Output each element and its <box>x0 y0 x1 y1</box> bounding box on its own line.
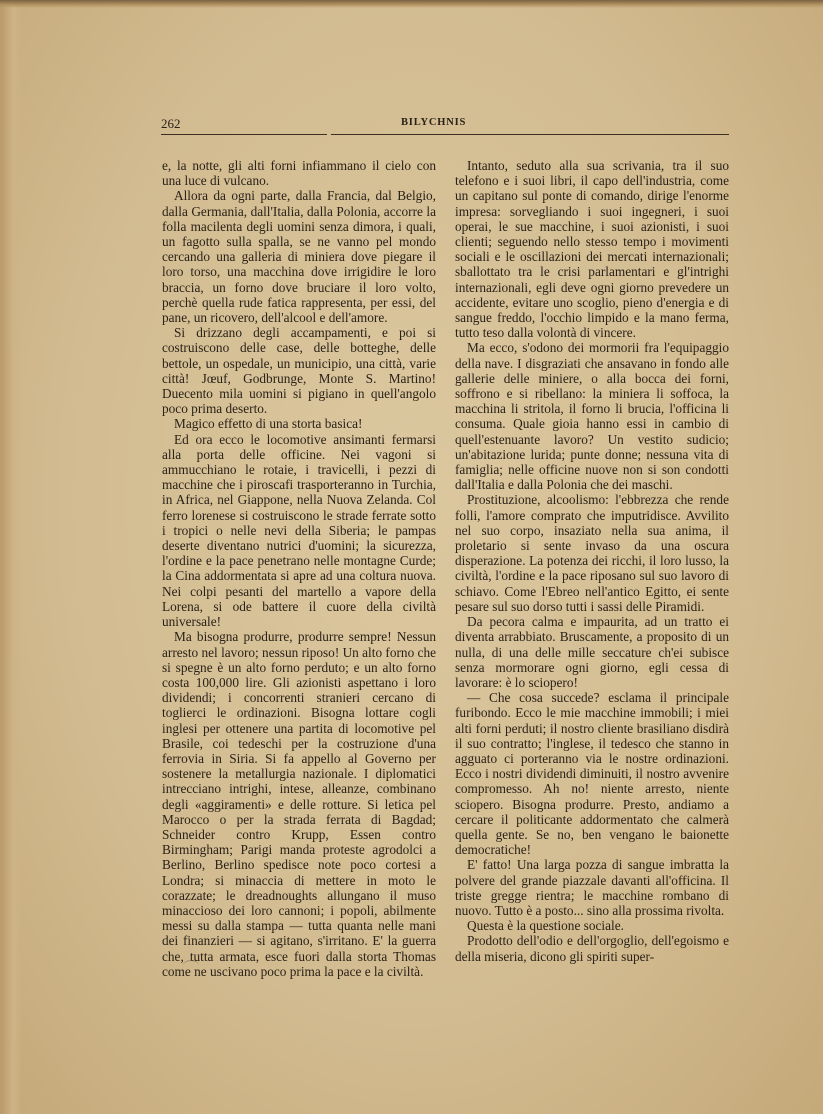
paragraph: Prodotto dell'odio e dell'orgoglio, dell'egoismo e della miseria, dicono gli spiriti super- <box>455 933 729 964</box>
page-number: 262 <box>161 116 181 131</box>
header-rule-right <box>331 134 729 135</box>
paragraph: Intanto, seduto alla sua scrivania, tra il suo telefono e i suoi libri, il capo dell'industria, come un capitano sul ponte di comando, dirige l'enorme impresa: sorvegliando i suoi ingegneri, i suoi operai, le sue macchine, i suoi azionisti, i suoi clienti; seguendo nello stesso tempo i movimenti sociali e le oscillazioni dei mercati internazionali; sballottato tra le crisi parlamentari e gl'intrighi internazionali, egli deve ogni giorno prevedere un accidente, evitare uno scoglio, pieno d'energia e di sangue freddo, l'occhio limpido e la mano ferma, tutto teso dalla volontà di vincere. <box>455 158 729 341</box>
paragraph: Questa è la questione sociale. <box>467 918 624 934</box>
right-text-column <box>455 158 729 964</box>
paragraph: Allora da ogni parte, dalla Francia, dal Belgio, dalla Germania, dall'Italia, dalla Polonia, accorre la folla macilenta degli uomini senza dimora, i quali, un fagotto sulla spalla, se ne vanno pel mondo cercando una galleria di miniera dove piegare il loro torso, una macchina dove irrigidire le loro braccia, un forno dove bruciare il loro volto, perchè quella rude fatica rappresenta, per essi, del pane, un ricovero, dell'alcool e dell'amore. <box>162 188 436 326</box>
paper-smudge <box>183 960 199 971</box>
paragraph: Magico effetto di una storta basica! <box>174 416 363 432</box>
paragraph: e, la notte, gli alti forni infiammano il cielo con una luce di vulcano. <box>162 158 436 189</box>
paragraph: Ed ora ecco le locomotive ansimanti fermarsi alla porta delle officine. Nei vagoni si ammucchiano le rotaie, i travicelli, i pezzi di macchine che i piroscafi trasporteranno in Turchia, in Africa, nel Giappone, nella Nuova Zelanda. Col ferro lorenese si costruiscono le strade ferrate sotto i tropici o nelle nevi della Siberia; le pampas deserte diventano nutrici d'uomini; la sicurezza, l'ordine e la pace penetrano nelle montagne Curde; la Cina addormentata si apre ad una coltura nuova. Nei colpi pesanti del martello a vapore della Lorena, si ode battere il cuore della civiltà universale! <box>162 431 436 630</box>
header-rule-left <box>161 134 327 135</box>
page-top-edge <box>0 0 823 8</box>
paragraph: E' fatto! Una larga pozza di sangue imbratta la polvere del grande piazzale davanti all'officina. Il triste gregge rientra; le macchine rombano di nuovo. Tutto è a posto... sino alla prossima rivolta. <box>455 857 729 918</box>
page-header <box>161 116 729 136</box>
paragraph: — Che cosa succede? esclama il principale furibondo. Ecco le mie macchine immobili; i miei alti forni perduti; il nostro cliente brasiliano disdirà il suo contratto; l'inglese, il tedesco che stanno in agguato ci porteranno via le nostre ordinazioni. Ecco i nostri dividendi diminuiti, il nostro avvenire compromesso. Ah no! niente arresto, niente sciopero. Bisogna produrre. Presto, andiamo a cercare il politicante addormentato che calmerà quella gente. Se no, ben vengano le baionette democratiche! <box>455 690 729 858</box>
page-left-edge <box>0 0 22 1114</box>
paragraph: Da pecora calma e impaurita, ad un tratto ei diventa arrabbiato. Bruscamente, a proposito di un nulla, di una delle mille seccature ch'ei subisce senza mormorare ogni giorno, egli cessa di lavorare: è lo sciopero! <box>455 614 729 690</box>
paragraph: Ma ecco, s'odono dei mormorii fra l'equipaggio della nave. I disgraziati che ansavano in fondo alle gallerie delle miniere, o alla bocca dei forni, soffrono e si ribellano: la miniera li soffoca, la macchina li stritola, il forno li brucia, l'officina li consuma. Quale gioia hanno essi in cambio di quell'estenuante lavoro? Un vestito sudicio; un'abitazione lurida; punte donne; nessuna vita di famiglia; nelle officine nuove non si son condotti dall'Italia e dalla Polonia che dei maschi. <box>455 340 729 493</box>
paragraph: Prostituzione, alcoolismo: l'ebbrezza che rende folli, l'amore comprato che imputridisce. Avvilito nel suo corpo, insaziato nella sua anima, il proletario si sente invaso da una oscura disperazione. La potenza dei ricchi, il loro lusso, la civiltà, l'ordine e la pace riposano sul suo lavoro di schiavo. Come l'Ebreo nell'antico Egitto, ei sente pesare sul suo dorso tutti i sassi delle Piramidi. <box>455 492 729 614</box>
running-title: BILYCHNIS <box>401 117 467 128</box>
left-text-column <box>162 158 436 979</box>
paragraph: Ma bisogna produrre, produrre sempre! Nessun arresto nel lavoro; nessun riposo! Un alto forno che si spegne è un alto forno perduto; e un alto forno costa 100,000 lire. Gli azionisti aspettano i loro dividendi; i concorrenti stranieri cercano di toglierci le ordinazioni. Bisogna lottare cogli inglesi per ottenere una partita di locomotive pel Brasile, coi tedeschi per la costruzione d'una ferrovia in Siria. Si fa appello al Governo per sostenere la metallurgia nazionale. I diplomatici intrecciano intrighi, intese, alleanze, combinano degli «aggiramenti» e delle rotture. Si letica pel Marocco o per la strada ferrata di Bagdad; Schneider contro Krupp, Essen contro Birmingham; Parigi manda proteste agrodolci a Berlino, Berlino spedisce note poco cortesi a Londra; si minaccia di mettere in moto le corazzate; le dreadnoughts allungano il muso minaccioso dei loro cannoni; i popoli, abilmente messi su dalla stampa — tutta quanta nelle mani dei finanzieri — si agitano, s'irritano. E' la guerra che, tutta armata, esce fuori dalla storta Thomas come ne uscivano poco prima la pace e la civiltà. <box>162 629 436 979</box>
paragraph: Si drizzano degli accampamenti, e poi si costruiscono delle case, delle botteghe, delle bettole, un ospedale, un municipio, una città, varie città! Jœuf, Godbrunge, Monte S. Martino! Duecento mila uomini si pigiano in quell'angolo poco prima deserto. <box>162 325 436 417</box>
